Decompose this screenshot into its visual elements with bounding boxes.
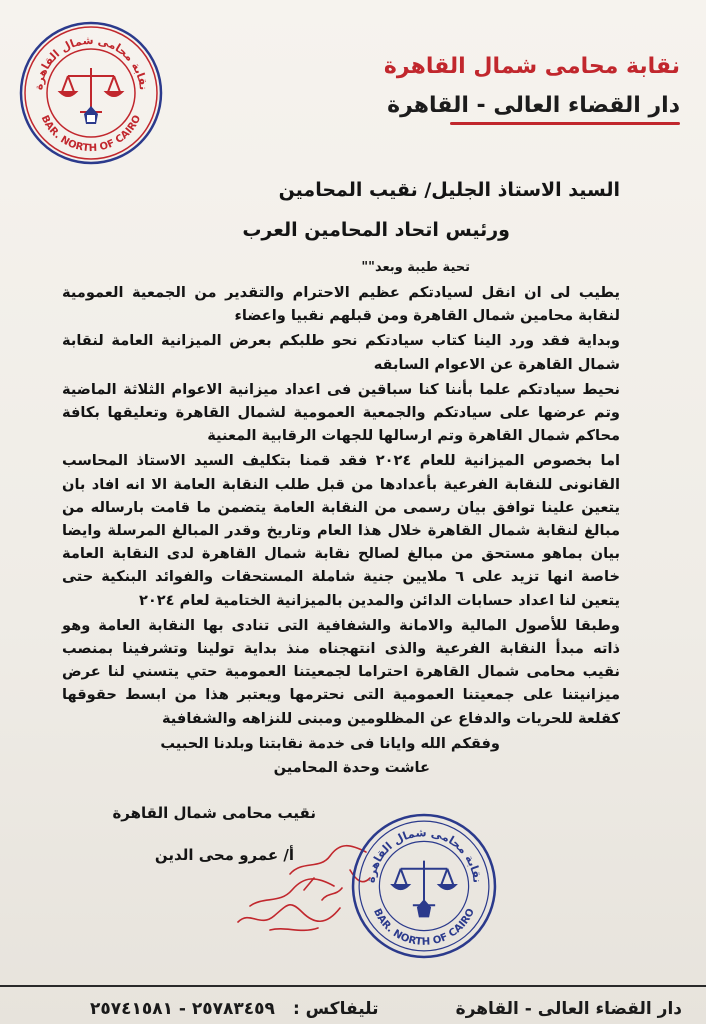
- paragraph: اما بخصوص الميزانية للعام ٢٠٢٤ فقد قمنا بتكليف السيد الاستاذ المحاسب القانونى للنقابة الفرعية بأعدادها من قبل طلب النقابة العامة الا انه افاد بان يتعين علينا توافق بيان رسمى من النقابة العامة يتضمن ما قامت بارساله من مبالغ لنقابة شمال القاهرة خلال هذا العام وتاريخ وقدر المبالغ المرسلة وايضا بيان بماهو مستحق من مبالغ لصالح نقابة شمال القاهرة لدى النقابة العامة خاصة انها تزيد على ٦ ملايين جنية شاملة المستحقات والفوائد البنكية حتى يتعين لنا اعداد حسابات الدائن والمدين بالميزانية الختامية لعام ٢٠٢٤: [62, 452, 621, 609]
- org-name: نقابة محامى شمال القاهرة: [383, 54, 680, 79]
- footer-fax: [90, 999, 378, 1019]
- closing-line-1: وفقكم الله وايانا فى خدمة نقابتنا وبلدنا الحبيب: [160, 734, 500, 752]
- paragraph: وطبقا للأصول المالية والامانة والشفافية التى تنادى بها النقابة العامة وهو ذاته مبدأ النقابة الفرعية والذى انتهجناه منذ بداية تولينا وتشرفينا بمنصب نقيب محامى شمال القاهرة احتراما لجمعيتنا العمومية حتي يتسني لنا عرض ميزانيتنا على جمعيتنا العمومية التى نحترمها ويعتبر هذا من ابسط حقوقها كقلعة للحريات والدفاع عن المظلومين ومبنى للنزاهه والشفافية: [62, 616, 620, 727]
- signer-name: أ/ عمرو محى الدين: [154, 846, 294, 864]
- seal-arabic-text: نقابة محامى شمال القاهرة: [32, 33, 150, 91]
- letter-footer: [90, 994, 682, 1024]
- letterhead-header: [320, 50, 680, 122]
- footer-divider: [0, 985, 706, 987]
- header-underline: [450, 122, 680, 125]
- paragraph: نحيط سيادتكم علما بأننا كنا سباقين فى اعداد ميزانية الاعوام الثلاثة الماضية وتم عرضها على سيادتكم والجمعية العمومية لشمال القاهرة وتعليقها بكافة محاكم شمال القاهرة وتم ارسالها للجهات الرقابية المعنية: [62, 380, 620, 445]
- org-address: دار القضاء العالى - القاهرة: [387, 93, 680, 118]
- svg-text:نقابة محامى شمال القاهرة: نقابة محامى شمال القاهرة: [364, 826, 484, 884]
- fax-numbers: ٢٥٧٨٣٤٥٩ - ٢٥٧٤١٥٨١: [90, 999, 275, 1019]
- addressee-line-2: ورئيس اتحاد المحامين العرب: [242, 219, 510, 241]
- bar-seal-stamp: [350, 812, 498, 960]
- greeting: تحية طيبة وبعد"": [361, 260, 470, 275]
- paragraph: يطيب لى ان انقل لسيادتكم عظيم الاحترام والتقدير من الجمعية العمومية لنقابة محامين شمال القاهرة ومن قبلهم نقبيا واعضاء: [62, 284, 620, 325]
- svg-text:BAR. NORTH OF CAIRO: BAR. NORTH OF CAIRO: [38, 113, 144, 155]
- letter-body: [62, 175, 620, 780]
- fax-label: تليفاكس :: [292, 999, 379, 1019]
- signer-title: نقيب محامى شمال القاهرة: [112, 804, 316, 822]
- footer-address: دار القضاء العالى - القاهرة: [455, 999, 682, 1019]
- bar-seal-logo: [18, 20, 164, 166]
- svg-text:BAR. NORTH OF CAIRO: BAR. NORTH OF CAIRO: [371, 907, 477, 948]
- paragraph: وبداية فقد ورد الينا كتاب سيادتكم نحو طلبكم بعرض الميزانية العامة لنقابة شمال القاهرة عن الاعوام السابقه: [62, 332, 620, 373]
- addressee-line-1: السيد الاستاذ الجليل/ نقيب المحامين: [278, 179, 620, 201]
- closing-line-2: عاشت وحدة المحامين: [273, 758, 430, 776]
